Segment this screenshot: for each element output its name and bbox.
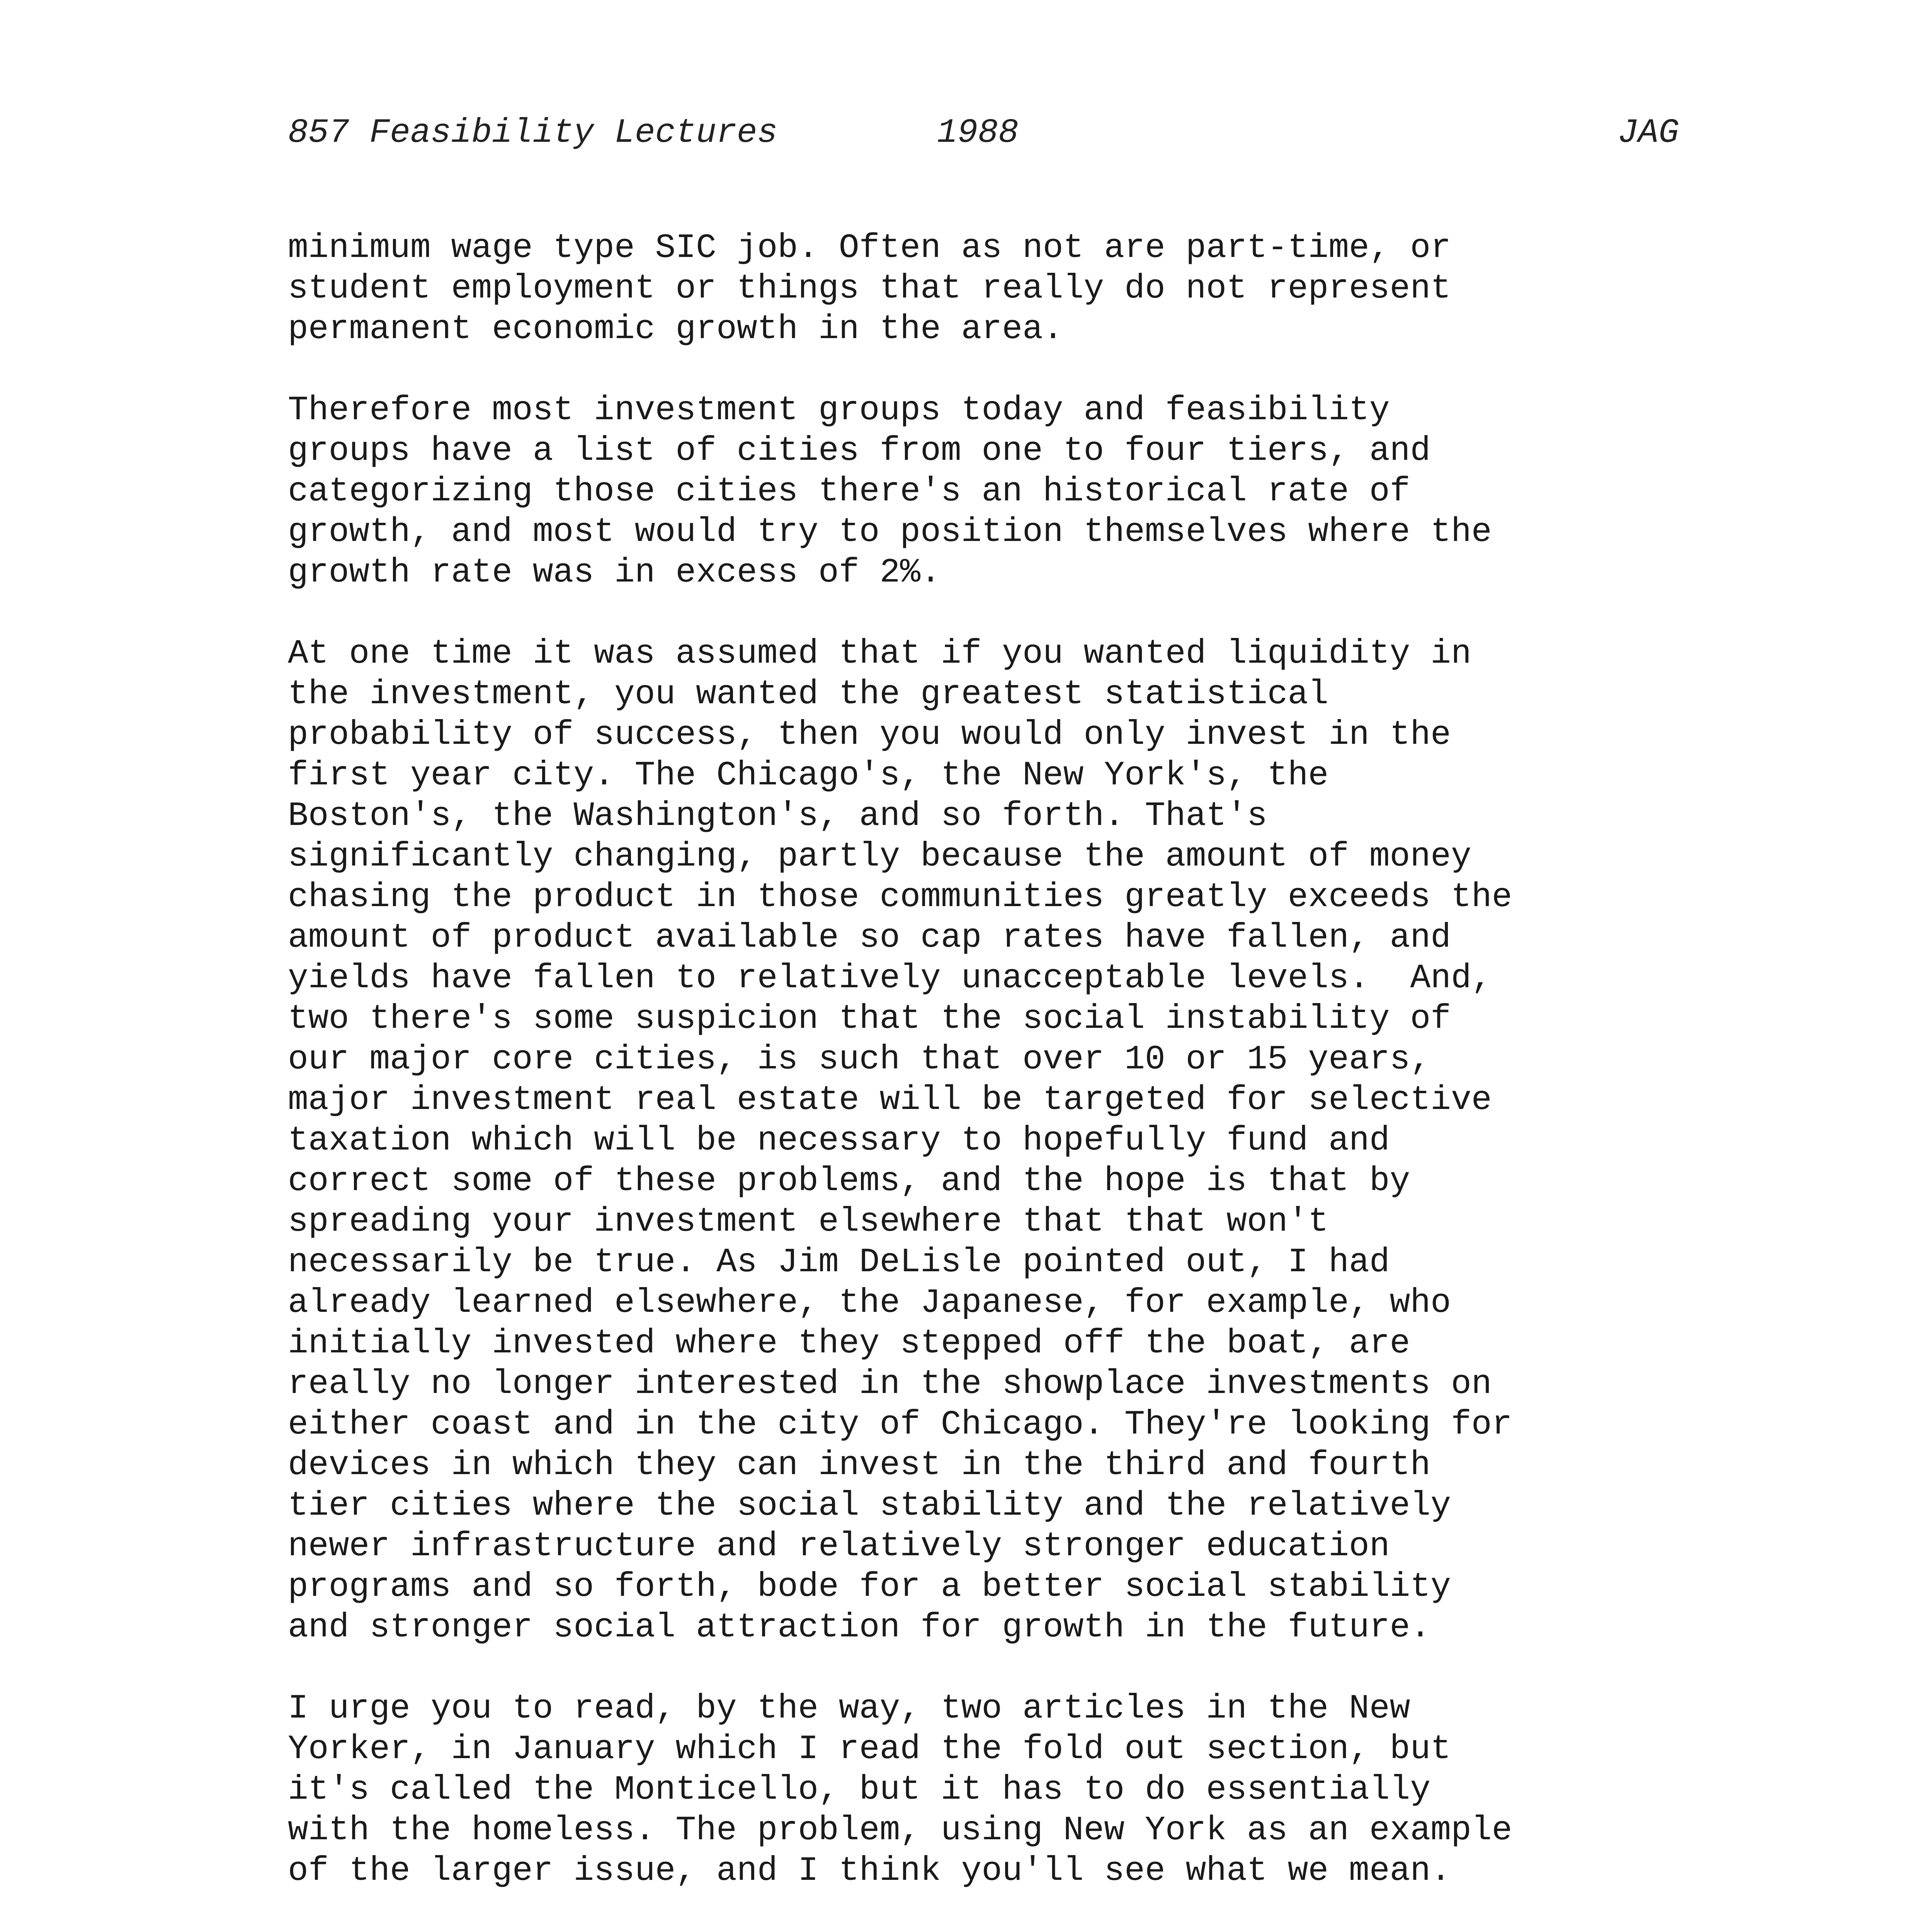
text-line: our major core cities, is such that over 10 or 15 years, (288, 1041, 1431, 1079)
text-line: first year city. The Chicago's, the New York's, the (288, 757, 1329, 795)
text-line: student employment or things that really do not represent (288, 270, 1451, 308)
text-line: either coast and in the city of Chicago. They're looking for (288, 1406, 1512, 1444)
text-line: amount of product available so cap rates have fallen, and (288, 919, 1451, 957)
text-line: categorizing those cities there's an historical rate of (288, 473, 1410, 511)
text-line: Yorker, in January which I read the fold out section, but (288, 1730, 1451, 1769)
text-line: I urge you to read, by the way, two articles in the New (288, 1690, 1410, 1728)
text-line: and stronger social attraction for growth in the future. (288, 1609, 1431, 1647)
text-line: correct some of these problems, and the hope is that by (288, 1162, 1410, 1201)
text-line: permanent economic growth in the area. (288, 310, 1063, 349)
header-year: 1988 (937, 114, 1019, 152)
text-line: groups have a list of cities from one to four tiers, and (288, 432, 1431, 470)
text-line: significantly changing, partly because the amount of money (288, 838, 1471, 876)
text-line: Boston's, the Washington's, and so forth. That's (288, 797, 1267, 835)
body-text (288, 228, 1718, 1932)
text-line: growth rate was in excess of 2%. (288, 554, 941, 592)
text-line: necessarily be true. As Jim DeLisle pointed out, I had (288, 1243, 1390, 1282)
text-line: two there's some suspicion that the social instability of (288, 1000, 1451, 1038)
paragraph (288, 1689, 1718, 1891)
header-title: 857 Feasibility Lectures (288, 114, 778, 152)
text-line: At one time it was assumed that if you wanted liquidity in (288, 635, 1471, 673)
text-line: major investment real estate will be targeted for selective (288, 1081, 1492, 1119)
header-initials: JAG (1617, 114, 1679, 152)
running-header (288, 112, 1679, 155)
text-line: Therefore most investment groups today and feasibility (288, 391, 1390, 430)
text-line: growth, and most would try to position themselves where the (288, 513, 1492, 551)
text-line: yields have fallen to relatively unacceptable levels. And, (288, 959, 1492, 998)
text-line: minimum wage type SIC job. Often as not are part-time, or (288, 229, 1451, 267)
text-line: of the larger issue, and I think you'll see what we mean. (288, 1852, 1451, 1890)
text-line: devices in which they can invest in the third and fourth (288, 1446, 1431, 1485)
text-line: probability of success, then you would only invest in the (288, 716, 1451, 754)
text-line: taxation which will be necessary to hopefully fund and (288, 1122, 1390, 1160)
paragraph (288, 390, 1718, 593)
text-line: initially invested where they stepped off the boat, are (288, 1325, 1410, 1363)
text-line: chasing the product in those communities greatly exceeds the (288, 878, 1512, 917)
text-line: really no longer interested in the showplace investments on (288, 1365, 1492, 1403)
text-line: spreading your investment elsewhere that that won't (288, 1203, 1329, 1241)
text-line: tier cities where the social stability and the relatively (288, 1487, 1451, 1525)
text-line: the investment, you wanted the greatest statistical (288, 675, 1329, 714)
paragraph (288, 228, 1718, 350)
text-line: programs and so forth, bode for a better social stability (288, 1568, 1451, 1606)
paragraph (288, 634, 1718, 1648)
text-line: already learned elsewhere, the Japanese, for example, who (288, 1284, 1451, 1322)
text-line: it's called the Monticello, but it has to do essentially (288, 1771, 1431, 1809)
text-line: newer infrastructure and relatively stronger education (288, 1527, 1390, 1566)
text-line: with the homeless. The problem, using New York as an example (288, 1811, 1512, 1850)
